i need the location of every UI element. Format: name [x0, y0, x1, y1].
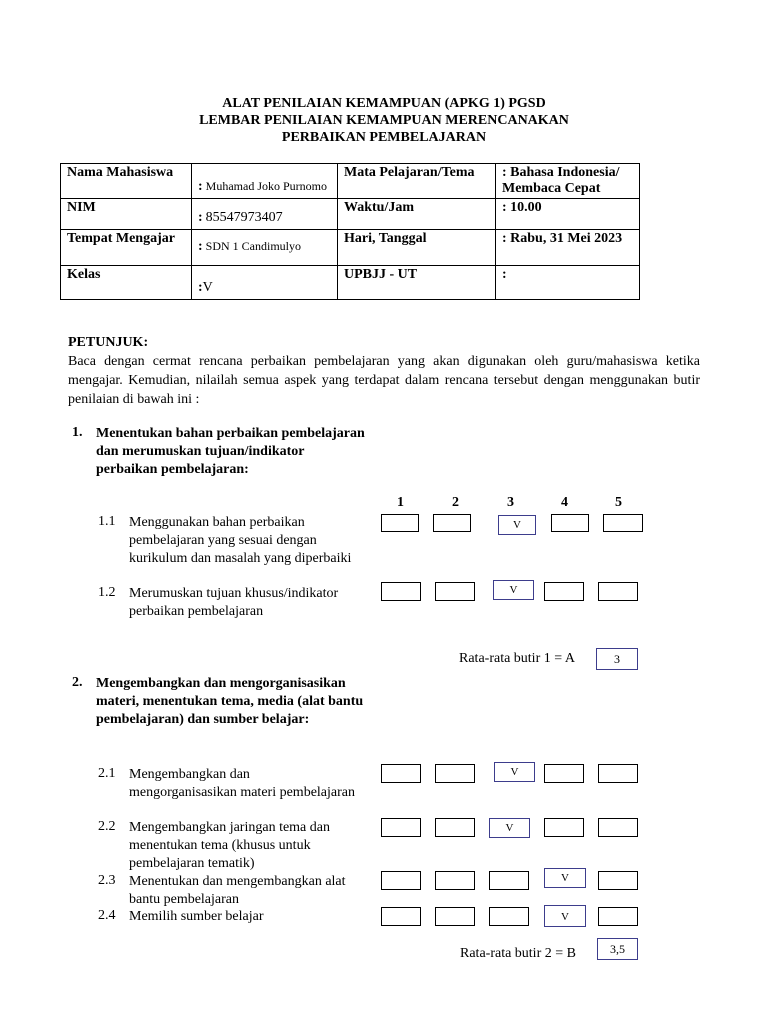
- score-box-1-2-5[interactable]: [598, 582, 638, 601]
- upbjj-label: UPBJJ - UT: [338, 266, 496, 300]
- item-2-2-text: Mengembangkan jaringan tema dan menentukan tema (khusus untuk pembelajaran tematik): [129, 820, 330, 871]
- score-box-2-1-5[interactable]: [598, 764, 638, 783]
- scale-label-2: 2: [452, 495, 459, 510]
- score-box-1-2-2[interactable]: [435, 582, 475, 601]
- score-box-2-2-1[interactable]: [381, 818, 421, 837]
- score-box-2-1-2[interactable]: [435, 764, 475, 783]
- waktu-label: Waktu/Jam: [338, 199, 496, 230]
- score-box-2-2-2[interactable]: [435, 818, 475, 837]
- item-2-3-number: 2.3: [98, 873, 116, 888]
- form-title-line-3: PERBAIKAN PEMBELAJARAN: [281, 130, 487, 145]
- score-box-2-4-1[interactable]: [381, 907, 421, 926]
- average-2-value[interactable]: 3,5: [597, 938, 638, 960]
- score-box-2-4-3[interactable]: [489, 907, 529, 926]
- score-box-2-3-1[interactable]: [381, 871, 421, 890]
- score-box-2-3-3[interactable]: [489, 871, 529, 890]
- score-box-2-4-4[interactable]: V: [544, 905, 586, 927]
- section-2-number: 2.: [72, 675, 83, 690]
- nama-label: Nama Mahasiswa: [61, 164, 192, 199]
- nama-cell: : Muhamad Joko Purnomo: [192, 164, 338, 199]
- kelas-cell: :V: [192, 266, 338, 300]
- average-1-value[interactable]: 3: [596, 648, 638, 670]
- score-box-2-4-5[interactable]: [598, 907, 638, 926]
- tempat-cell: : SDN 1 Candimulyo: [192, 230, 338, 266]
- tempat-value: SDN 1 Candimulyo: [205, 239, 302, 253]
- score-box-1-2-4[interactable]: [544, 582, 584, 601]
- mapel-value: : Bahasa Indonesia/ Membaca Cepat: [496, 164, 640, 199]
- item-1-2-number: 1.2: [98, 585, 116, 600]
- section-2-title: Mengembangkan dan mengorganisasikan materi, menentukan tema, media (alat bantu pembelajaran) dan sumber belajar:: [96, 676, 364, 727]
- item-2-4-text: Memilih sumber belajar: [129, 909, 264, 924]
- score-box-2-2-4[interactable]: [544, 818, 584, 837]
- scale-label-4: 4: [561, 495, 568, 510]
- score-box-1-1-3[interactable]: V: [498, 515, 536, 535]
- average-2-label: Rata-rata butir 2 = B: [460, 946, 576, 961]
- form-title-line-1: ALAT PENILAIAN KEMAMPUAN (APKG 1) PGSD: [222, 96, 546, 111]
- item-2-1-text: Mengembangkan dan mengorganisasikan materi pembelajaran: [129, 767, 355, 800]
- item-2-2-number: 2.2: [98, 819, 116, 834]
- hari-label: Hari, Tanggal: [338, 230, 496, 266]
- scale-label-1: 1: [397, 495, 404, 510]
- nim-value: 85547973407: [205, 210, 283, 225]
- petunjuk-heading: PETUNJUK:: [68, 335, 149, 350]
- nim-label: NIM: [61, 199, 192, 230]
- score-box-1-1-5[interactable]: [603, 514, 643, 532]
- item-2-1-number: 2.1: [98, 766, 116, 781]
- mapel-label: Mata Pelajaran/Tema: [338, 164, 496, 199]
- score-box-2-2-3[interactable]: V: [489, 818, 530, 838]
- kelas-label: Kelas: [61, 266, 192, 300]
- score-box-2-3-4[interactable]: V: [544, 868, 586, 888]
- scale-label-3: 3: [507, 495, 514, 510]
- item-2-4-number: 2.4: [98, 908, 116, 923]
- item-1-1-number: 1.1: [98, 514, 116, 529]
- item-2-3-text: Menentukan dan mengembangkan alat bantu pembelajaran: [129, 874, 346, 907]
- score-box-2-1-4[interactable]: [544, 764, 584, 783]
- score-box-1-1-4[interactable]: [551, 514, 589, 532]
- form-title-line-2: LEMBAR PENILAIAN KEMAMPUAN MERENCANAKAN: [199, 113, 569, 128]
- kelas-value: V: [202, 280, 213, 295]
- petunjuk-text: Baca dengan cermat rencana perbaikan pembelajaran yang akan digunakan oleh guru/mahasiswa ketika mengajar. Kemudian, nilailah semua aspek yang terdapat dalam rencana tersebut dengan menggunakan butir penilaian di bawah ini :: [68, 354, 700, 407]
- score-box-2-4-2[interactable]: [435, 907, 475, 926]
- section-1-title: Menentukan bahan perbaikan pembelajaran dan merumuskan tujuan/indikator perbaikan pembelajaran:: [96, 426, 365, 477]
- nama-value: Muhamad Joko Purnomo: [205, 179, 328, 193]
- scale-label-5: 5: [615, 495, 622, 510]
- upbjj-value: :: [496, 266, 640, 300]
- waktu-value: : 10.00: [496, 199, 640, 230]
- score-box-2-2-5[interactable]: [598, 818, 638, 837]
- item-1-1-text: Menggunakan bahan perbaikan pembelajaran yang sesuai dengan kurikulum dan masalah yang diperbaiki: [129, 515, 352, 566]
- score-box-2-1-3[interactable]: V: [494, 762, 535, 782]
- nim-cell: : 85547973407: [192, 199, 338, 230]
- score-box-1-1-2[interactable]: [433, 514, 471, 532]
- score-box-1-2-3[interactable]: V: [493, 580, 534, 600]
- item-1-2-text: Merumuskan tujuan khusus/indikator perbaikan pembelajaran: [129, 586, 339, 619]
- score-box-2-3-5[interactable]: [598, 871, 638, 890]
- section-1-number: 1.: [72, 425, 83, 440]
- score-box-1-2-1[interactable]: [381, 582, 421, 601]
- score-box-2-1-1[interactable]: [381, 764, 421, 783]
- identity-table: [60, 163, 640, 300]
- average-1-label: Rata-rata butir 1 = A: [459, 651, 575, 666]
- score-box-2-3-2[interactable]: [435, 871, 475, 890]
- tempat-label: Tempat Mengajar: [61, 230, 192, 266]
- score-box-1-1-1[interactable]: [381, 514, 419, 532]
- hari-value: : Rabu, 31 Mei 2023: [496, 230, 640, 266]
